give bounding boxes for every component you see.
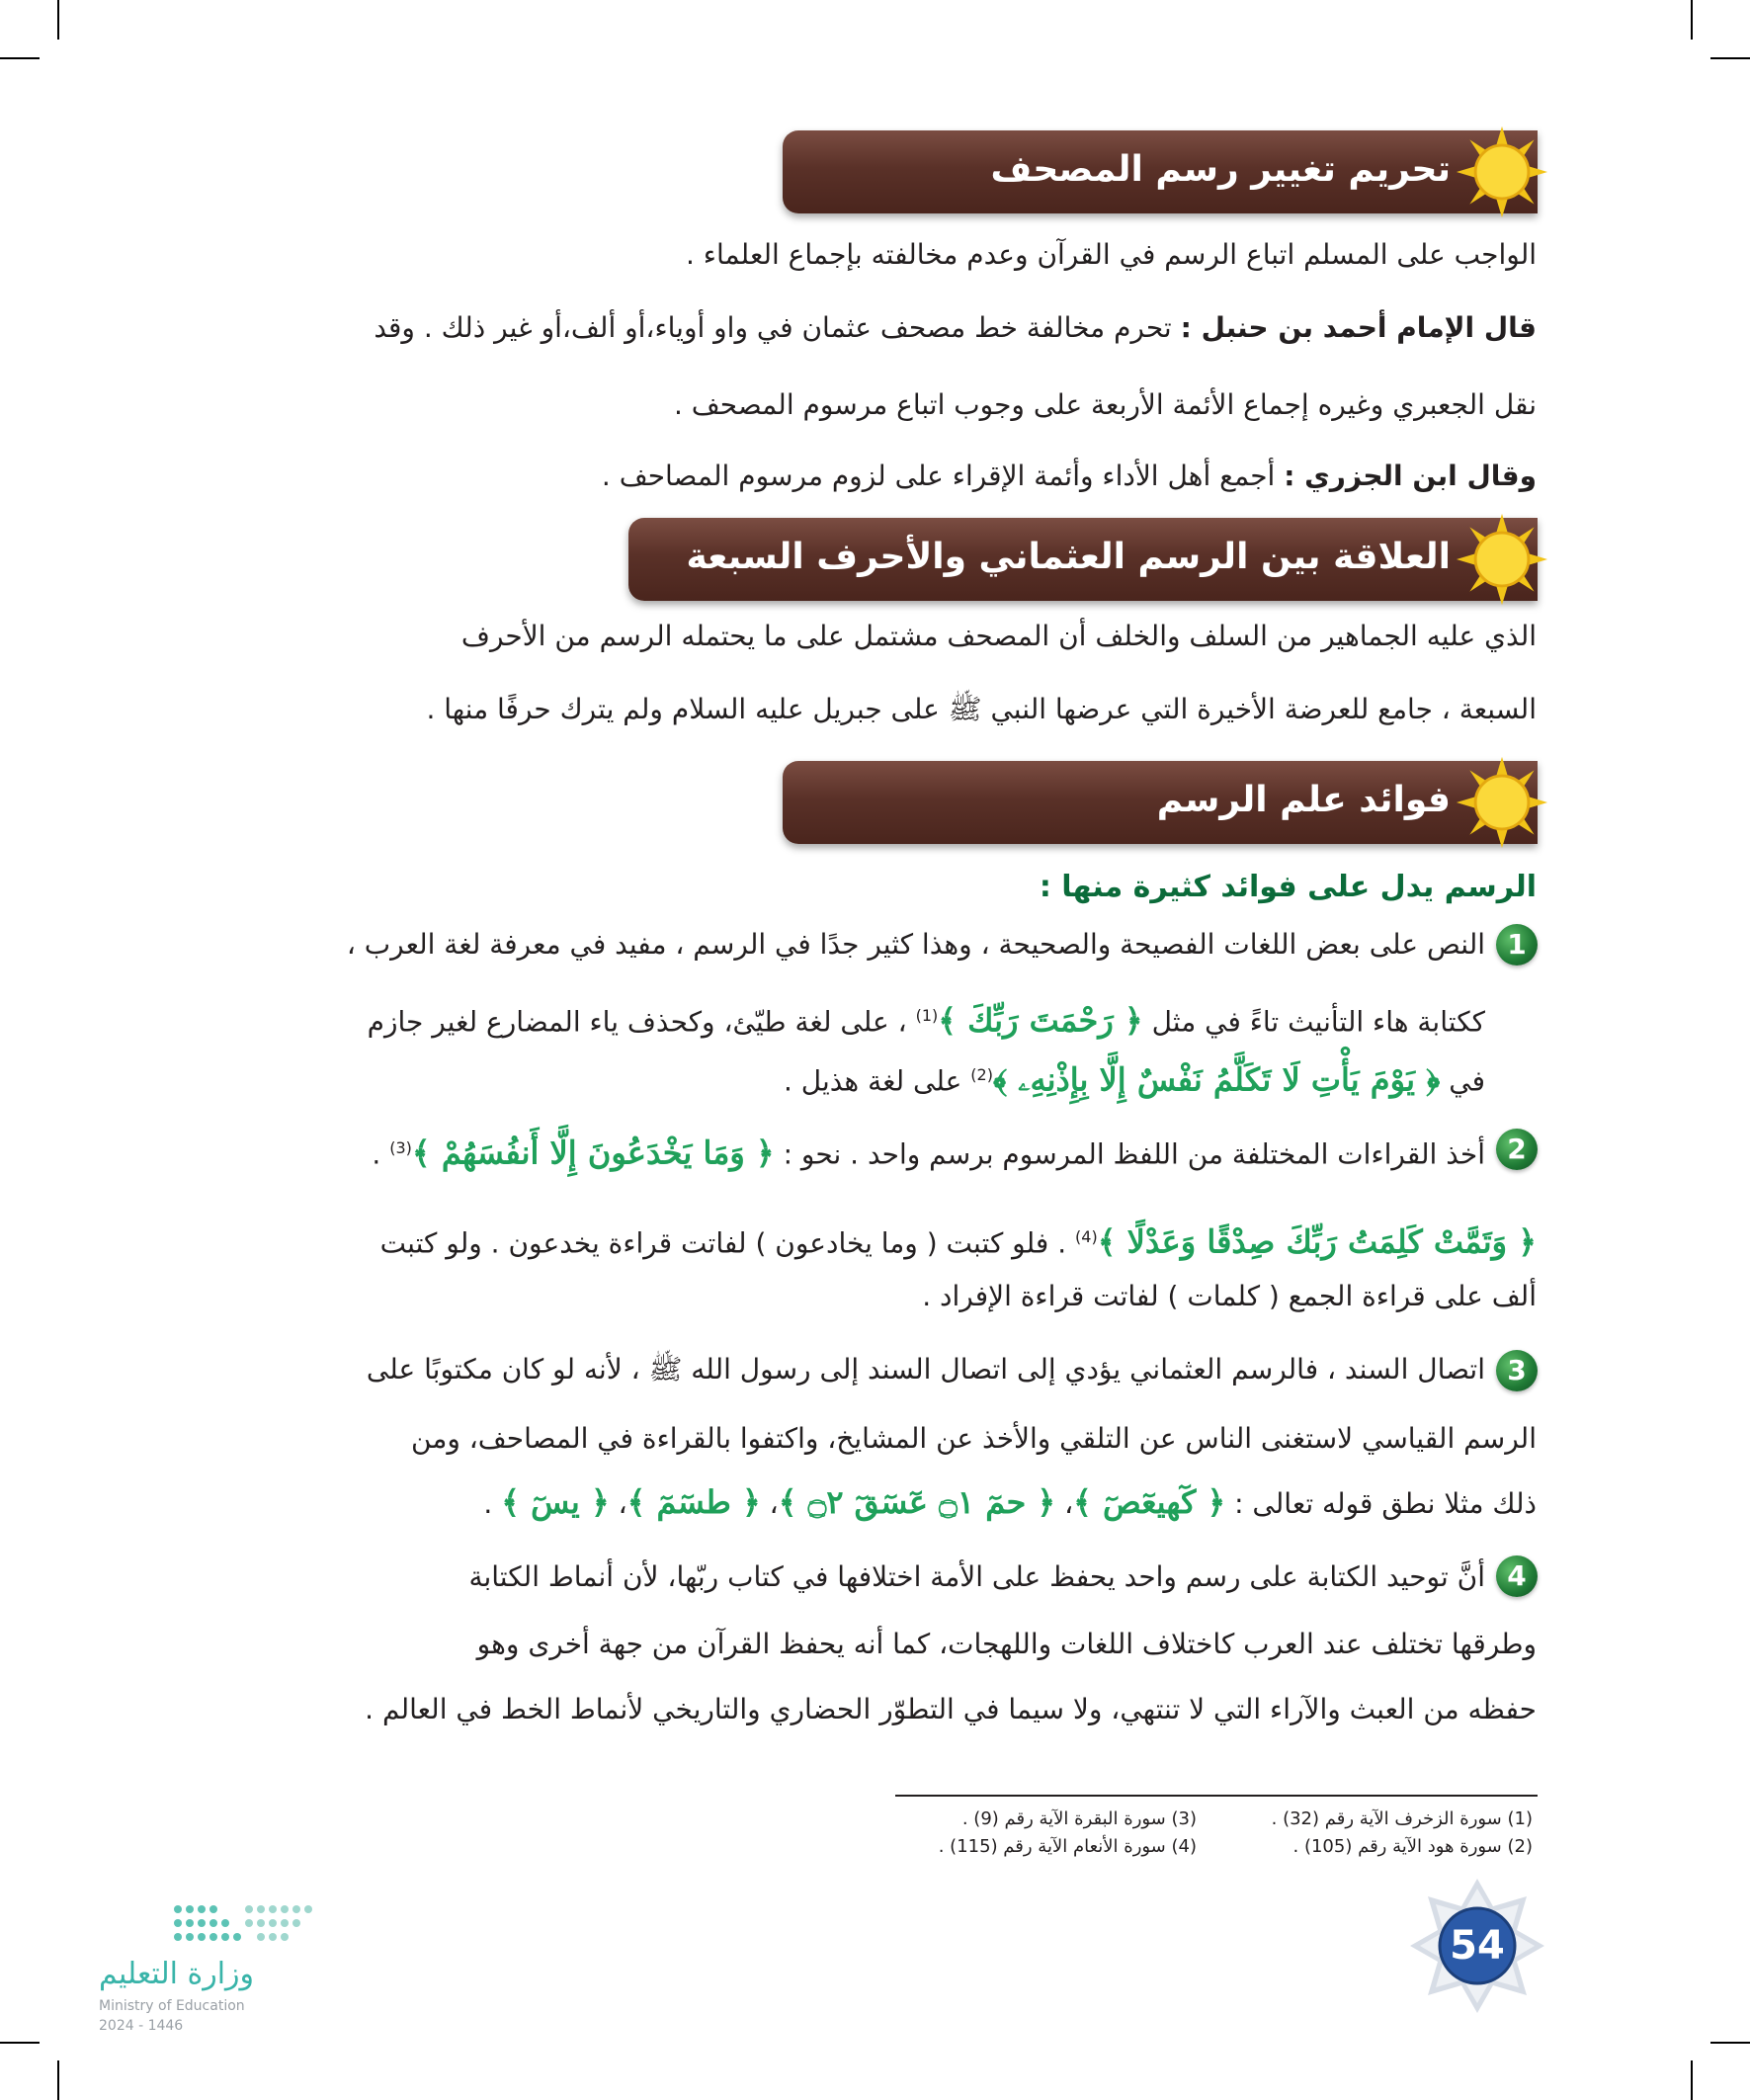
quote-text: تحرم مخالفة خط مصحف عثمان في واو أوياء،أو ألف،أو غير ذلك . وقد: [374, 311, 1181, 344]
separator: ،: [618, 1487, 627, 1520]
section-header-2: [628, 518, 1538, 601]
text-run: ككتابة هاء التأنيث تاءً في مثل: [1151, 1005, 1485, 1039]
paragraph: [252, 308, 1537, 348]
item-line: ألف على قراءة الجمع ( كلمات ) لفاتت قراءة الإفراد .: [922, 1280, 1537, 1312]
item-line: النص على بعض اللغات الفصيحة والصحيحة ، وهذا كثير جدًا في الرسم ، مفيد في معرفة لغة العرب ،: [346, 928, 1485, 961]
footnote: (3) سورة البقرة الآية رقم (9) .: [961, 1808, 1197, 1829]
ministry-year: 2024 - 1446: [99, 2018, 184, 2034]
quran-verse: ﴿ وَتَمَّتْ كَلِمَتُ رَبِّكَ صِدْقًا وَعَدْلًا ﴾: [1097, 1222, 1537, 1261]
quote-author: وقال ابن الجزري :: [1284, 460, 1537, 492]
sun-icon: [1455, 755, 1549, 850]
crop-mark: [57, 2060, 59, 2100]
paragraph: نقل الجعبري وغيره إجماع الأئمة الأربعة على وجوب اتباع مرسوم المصحف .: [673, 388, 1537, 421]
quran-verse: ﴿ وَمَا يَخْدَعُونَ إِلَّا أَنفُسَهُمْ ﴾: [411, 1134, 775, 1172]
quran-verse: ﴿ كٓهيعٓصٓ ﴾: [1073, 1483, 1226, 1521]
ministry-name-ar: وزارة التعليم: [99, 1957, 255, 1991]
text-run: .: [483, 1487, 493, 1520]
item-line: وطرقها تختلف عند العرب كاختلاف اللغات واللهجات، كما أنه يحفظ القرآن من جهة أخرى وهو: [476, 1628, 1537, 1660]
crop-mark: [0, 2042, 40, 2044]
item-line: حفظه من العبث والآراء التي لا تنتهي، ولا سيما في التطوّر الحضاري والتاريخي لأنماط الخط في العالم .: [365, 1693, 1537, 1725]
item-line: [252, 996, 1485, 1042]
sun-icon: [1455, 125, 1549, 219]
number-badge: 3: [1496, 1350, 1538, 1391]
number-badge: 1: [1496, 924, 1538, 966]
quote-text: أجمع أهل الأداء وأئمة الإقراء على لزوم مرسوم المصاحف .: [601, 460, 1285, 492]
section-title: العلاقة بين الرسم العثماني والأحرف السبعة: [686, 537, 1451, 577]
quran-verse: ﴿ حمٓ ۝١ عٓسٓقٓ ۝٢ ﴾: [778, 1483, 1056, 1521]
quran-verse: ﴿ طسٓمٓ ﴾: [626, 1483, 761, 1521]
footnote: (2) سورة هود الآية رقم (105) .: [1292, 1836, 1533, 1857]
quote-author: قال الإمام أحمد بن حنبل :: [1180, 311, 1537, 344]
crop-mark: [0, 57, 40, 59]
quran-verse: ﴿ رَحْمَتَ رَبِّكَ ﴾: [938, 1001, 1143, 1040]
crop-mark: [1691, 2060, 1693, 2100]
number-badge: 4: [1496, 1555, 1538, 1597]
crop-mark: [1710, 2042, 1750, 2044]
separator: ،: [1064, 1487, 1074, 1520]
crop-mark: [57, 0, 59, 40]
paragraph: [252, 457, 1537, 496]
item-line: اتصال السند ، فالرسم العثماني يؤدي إلى اتصال السند إلى رسول الله ﷺ ، لأنه لو كان مكتوبًا على: [366, 1353, 1485, 1386]
text-run: في: [1449, 1064, 1485, 1098]
text-run: . فلو كتبت ( وما يخادعون ) لفاتت قراءة يخدعون . ولو كتبت: [379, 1226, 1067, 1260]
text-run: أخذ القراءات المختلفة من اللفظ المرسوم برسم واحد . نحو :: [783, 1137, 1485, 1171]
sun-icon: [1455, 512, 1549, 607]
text-run: .: [372, 1137, 390, 1171]
quran-verse: ﴿ يسٓ ﴾: [501, 1483, 610, 1521]
text-run: على لغة هذيل .: [783, 1064, 962, 1098]
text-run: ، على لغة طيّئ، وكحذف ياء المضارع لغير جازم: [367, 1005, 907, 1039]
page-number: 54: [1450, 1923, 1505, 1969]
quran-verse: ﴿ يَوْمَ يَأْتِ لَا تَكَلَّمُ نَفْسٌ إِلَّا بِإِذْنِهِۦ ﴾: [992, 1060, 1441, 1099]
footnote: (4) سورة الأنعام الآية رقم (115) .: [938, 1836, 1197, 1857]
paragraph: الذي عليه الجماهير من السلف والخلف أن المصحف مشتمل على ما يحتمله الرسم من الأحرف: [460, 620, 1537, 652]
paragraph: الواجب على المسلم اتباع الرسم في القرآن وعدم مخالفته بإجماع العلماء .: [685, 238, 1537, 271]
paragraph: السبعة ، جامع للعرضة الأخيرة التي عرضها النبي ﷺ على جبريل عليه السلام ولم يترك حرفًا منها .: [426, 693, 1537, 725]
footnote-ref: (2): [970, 1065, 993, 1084]
item-line: [252, 1482, 1537, 1524]
section-header-1: [783, 130, 1538, 213]
footnote-ref: (1): [915, 1006, 939, 1025]
separator: ،: [769, 1487, 779, 1520]
item-line: [252, 1218, 1537, 1263]
ministry-logo-icon: [168, 1899, 326, 1955]
footnote: (1) سورة الزخرف الآية رقم (32) .: [1271, 1808, 1533, 1829]
item-line: [252, 1129, 1485, 1174]
section-header-3: [783, 761, 1538, 844]
footnote-rule: [895, 1795, 1538, 1797]
item-line: أنَّ توحيد الكتابة على رسم واحد يحفظ على الأمة اختلافها في كتاب ربّها، لأن أنماط الكتابة: [468, 1560, 1485, 1593]
text-run: ذلك مثلا نطق قوله تعالى :: [1234, 1487, 1537, 1520]
item-line: الرسم القياسي لاستغنى الناس عن التلقي والأخذ عن المشايخ، واكتفوا بالقراءة في المصاحف، ومن: [411, 1422, 1537, 1455]
section-title: تحريم تغيير رسم المصحف: [990, 149, 1451, 190]
footnote-ref: (4): [1075, 1227, 1098, 1246]
number-badge: 2: [1496, 1129, 1538, 1170]
crop-mark: [1710, 57, 1750, 59]
subheading: الرسم يدل على فوائد كثيرة منها :: [1039, 870, 1537, 904]
item-line: [252, 1055, 1485, 1101]
crop-mark: [1691, 0, 1693, 40]
section-title: فوائد علم الرسم: [1156, 780, 1451, 820]
ministry-name-en: Ministry of Education: [99, 1998, 245, 2014]
footnote-ref: (3): [389, 1138, 412, 1157]
